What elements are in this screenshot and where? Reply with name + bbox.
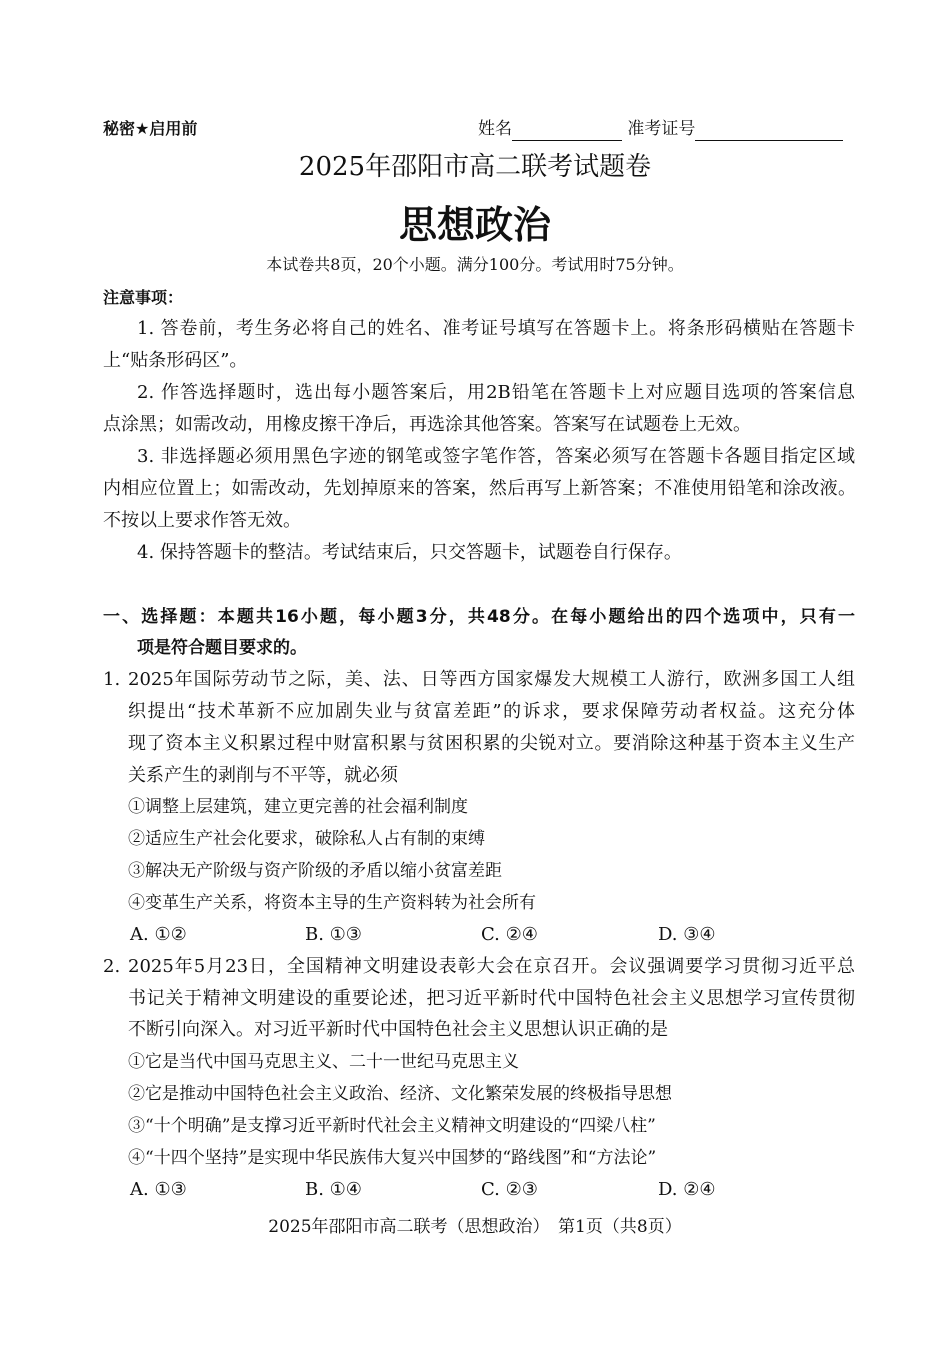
notice-line: 上“贴条形码区”。 <box>103 350 248 371</box>
question-stem-line: 现了资本主义积累过程中财富积累与贫困积累的尖锐对立。要消除这种基于资本主义生产 <box>128 733 855 754</box>
question-number: 2. <box>103 956 121 977</box>
name-blank <box>512 122 622 141</box>
id-blank <box>695 122 843 141</box>
statement-item: ③解决无产阶级与资产阶级的矛盾以缩小贫富差距 <box>128 861 502 881</box>
notice-line: 内相应位置上；如需改动，先划掉原来的答案，然后再写上新答案；不准使用铅笔和涂改液。 <box>103 478 855 499</box>
question-number: 1. <box>103 669 121 690</box>
statement-item: ①它是当代中国马克思主义、二十一世纪马克思主义 <box>128 1052 519 1072</box>
choice-d: D. ②④ <box>658 1179 716 1200</box>
choice-a: A. ①② <box>130 924 187 945</box>
question-stem-line: 2025年5月23日，全国精神文明建设表彰大会在京召开。会议强调要学习贯彻习近平总 <box>128 956 855 977</box>
choice-d: D. ③④ <box>658 924 716 945</box>
statement-item: ④变革生产关系，将资本主导的生产资料转为社会所有 <box>128 893 536 913</box>
choice-b: B. ①④ <box>305 1179 362 1200</box>
statement-item: ④“十四个坚持”是实现中华民族伟大复兴中国梦的“路线图”和“方法论” <box>128 1148 657 1168</box>
section-heading: 一、选择题：本题共16小题，每小题3分，共48分。在每小题给出的四个选项中，只有一 <box>103 607 855 627</box>
notice-line: 2. 作答选择题时，选出每小题答案后，用2B铅笔在答题卡上对应题目选项的答案信息 <box>137 382 855 403</box>
question-stem-line: 关系产生的剥削与不平等，就必须 <box>128 765 398 786</box>
choice-c: C. ②③ <box>481 1179 538 1200</box>
question-stem-line: 织提出“技术革新不应加剧失业与贫富差距”的诉求，要求保障劳动者权益。这充分体 <box>128 701 855 722</box>
statement-item: ②适应生产社会化要求，破除私人占有制的束缚 <box>128 829 485 849</box>
notice-line: 3. 非选择题必须用黑色字迹的钢笔或签字笔作答，答案必须写在答题卡各题目指定区域 <box>137 446 855 467</box>
id-label: 准考证号 <box>627 119 696 139</box>
question-stem-line: 2025年国际劳动节之际，美、法、日等西方国家爆发大规模工人游行，欧洲多国工人组 <box>128 669 855 690</box>
exam-title: 2025年邵阳市高二联考试题卷 <box>298 152 652 182</box>
notice-line: 4. 保持答题卡的整洁。考试结束后，只交答题卡，试题卷自行保存。 <box>137 542 682 563</box>
candidate-fields <box>478 117 843 141</box>
choice-b: B. ①③ <box>305 924 362 945</box>
statement-item: ②它是推动中国特色社会主义政治、经济、文化繁荣发展的终极指导思想 <box>128 1084 672 1104</box>
name-label: 姓名 <box>478 119 512 139</box>
notice-line: 不按以上要求作答无效。 <box>103 510 301 531</box>
statement-item: ①调整上层建筑，建立更完善的社会福利制度 <box>128 797 468 817</box>
notice-heading: 注意事项： <box>103 288 184 307</box>
notice-line: 点涂黑；如需改动，用橡皮擦干净后，再选涂其他答案。答案写在试题卷上无效。 <box>103 414 751 435</box>
question-stem-line: 书记关于精神文明建设的重要论述，把习近平新时代中国特色社会主义思想学习宣传贯彻 <box>128 988 855 1009</box>
section-heading: 项是符合题目要求的。 <box>137 638 307 658</box>
confidential-label: 秘密★启用前 <box>103 119 198 138</box>
exam-info: 本试卷共8页，20个小题。满分100分。考试用时75分钟。 <box>266 255 684 274</box>
notice-line: 1. 答卷前，考生务必将自己的姓名、准考证号填写在答题卡上。将条形码横贴在答题卡 <box>137 318 855 339</box>
page-footer: 2025年邵阳市高二联考（思想政治） 第1页（共8页） <box>268 1217 682 1237</box>
question-stem-line: 不断引向深入。对习近平新时代中国特色社会主义思想认识正确的是 <box>128 1019 668 1040</box>
choice-c: C. ②④ <box>481 924 538 945</box>
statement-item: ③“十个明确”是支撑习近平新时代社会主义精神文明建设的“四梁八柱” <box>128 1116 656 1136</box>
choice-a: A. ①③ <box>130 1179 187 1200</box>
subject-title: 思想政治 <box>398 203 551 247</box>
